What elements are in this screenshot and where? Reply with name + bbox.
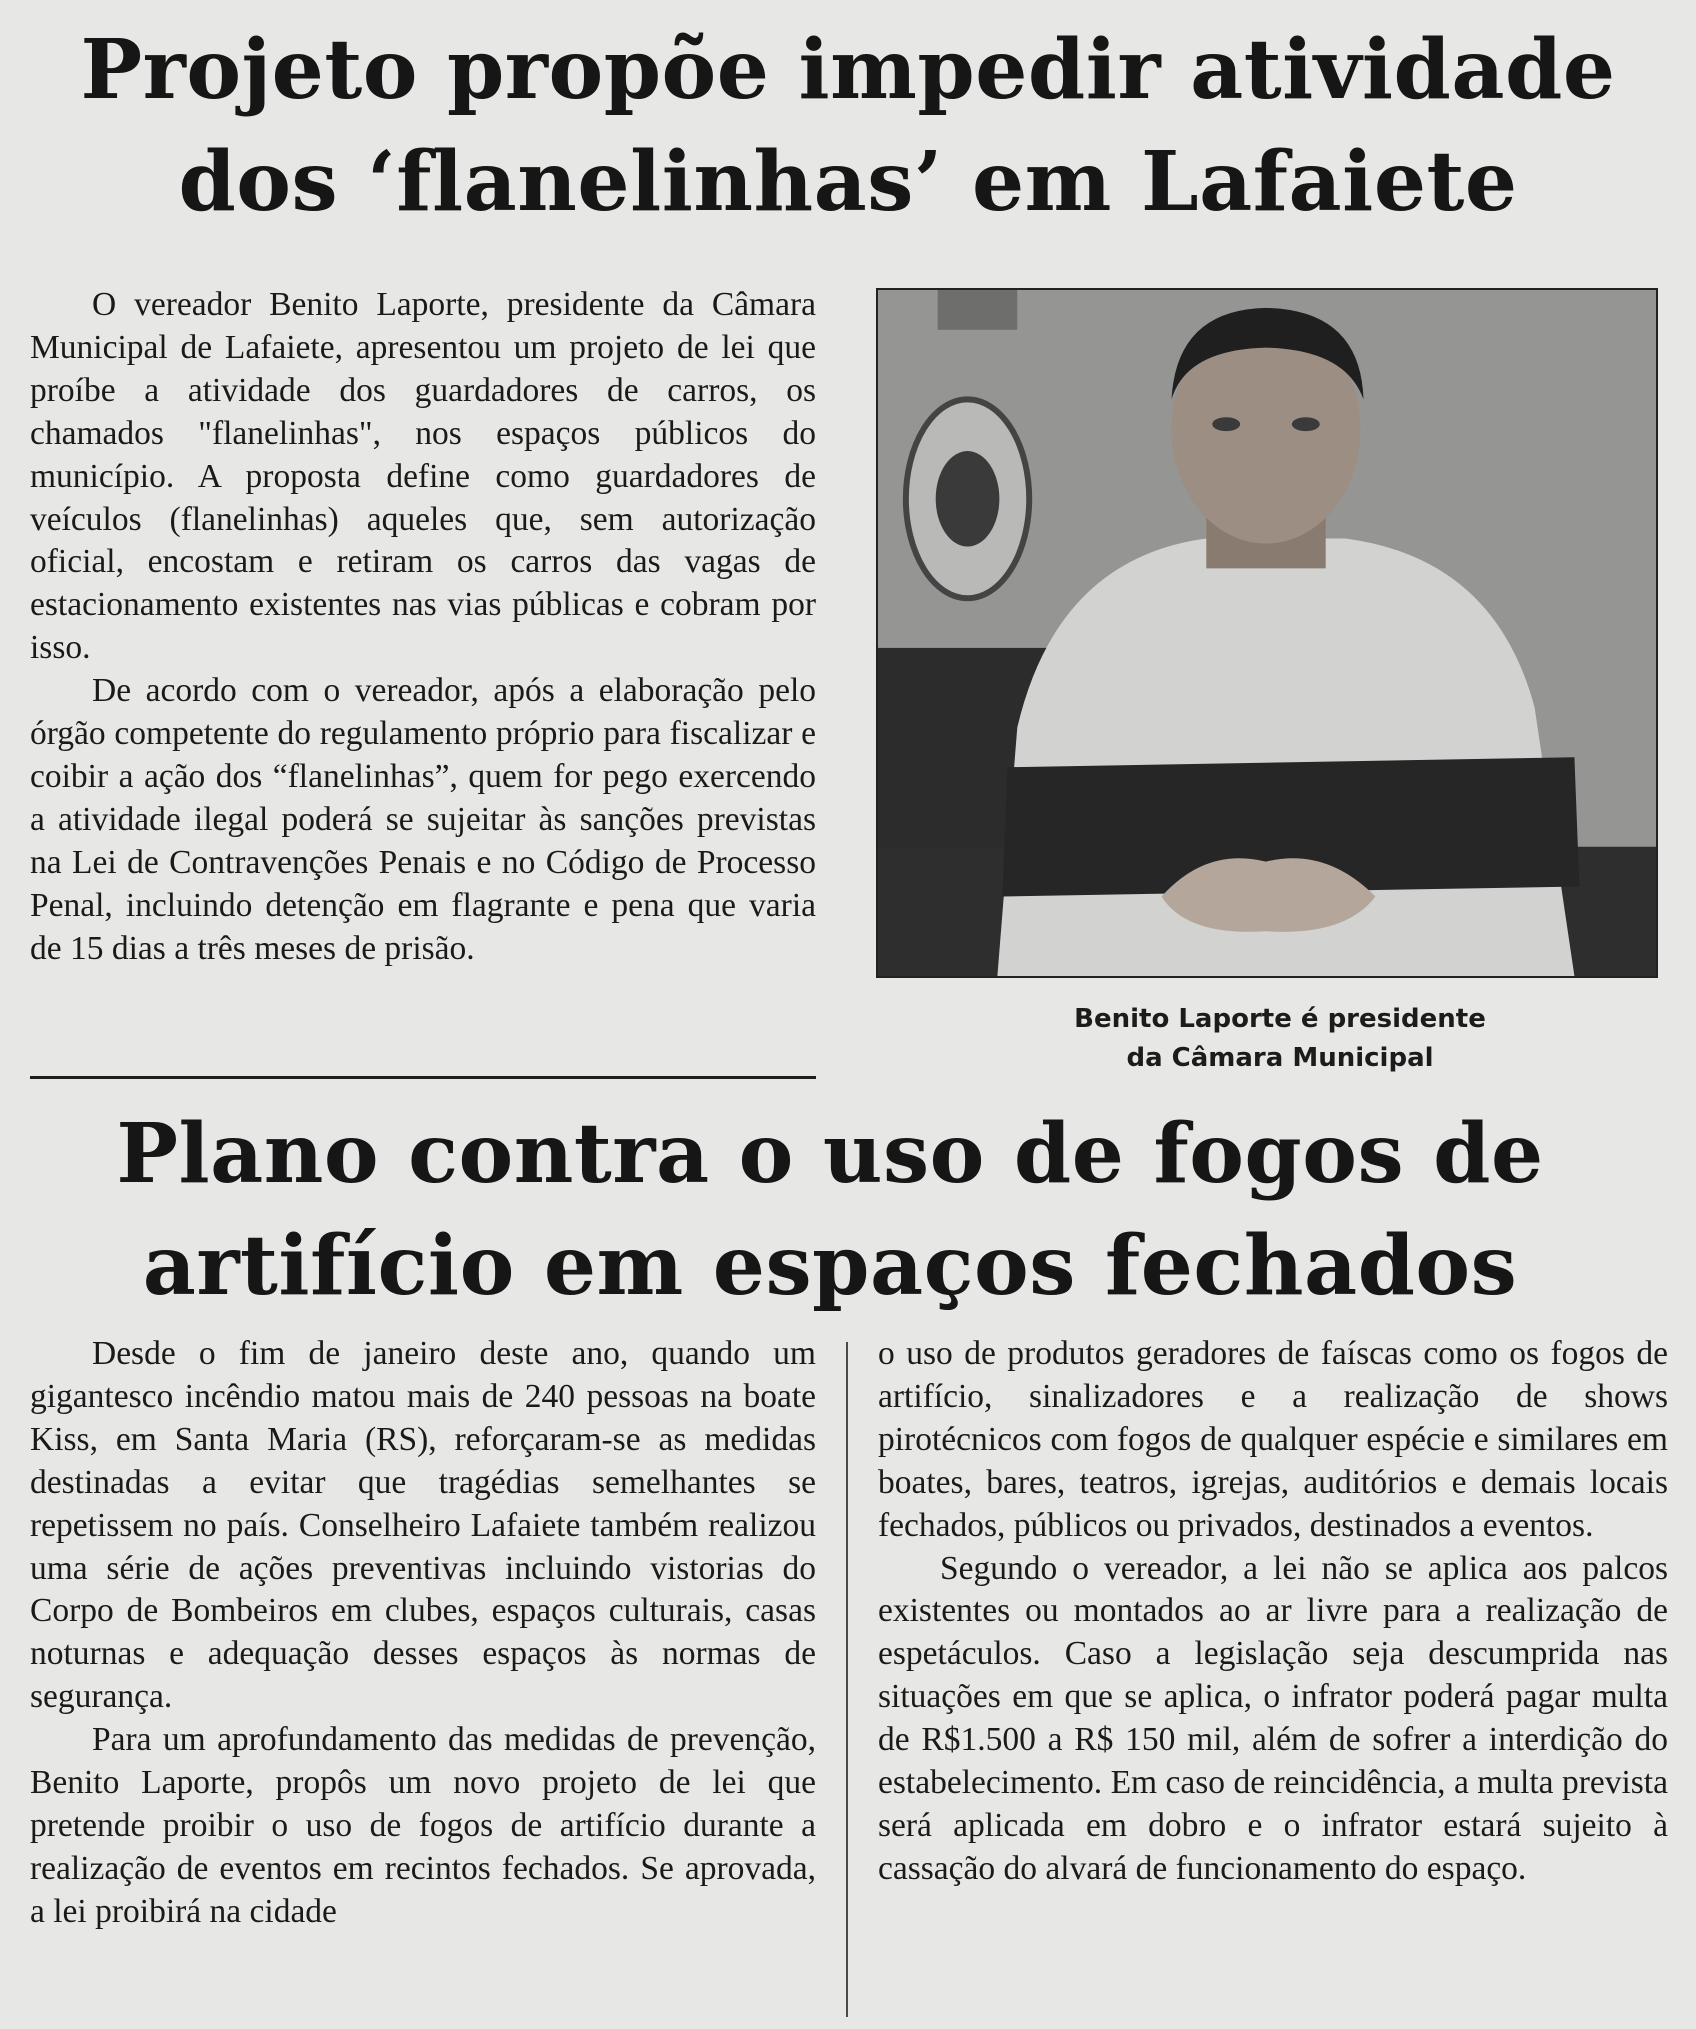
article2-column-1 bbox=[30, 1333, 816, 1934]
article1-headline-line-1: Projeto propõe impedir atividade bbox=[80, 22, 1616, 118]
article2-col1-paragraph-2: Para um aprofundamento das medidas de prevenção, Benito Laporte, propôs um novo projeto de lei que pretende proibir o uso de fogos de artifício durante a realização de eventos em recintos fechados. Se aprovada, a lei proibirá na cidade bbox=[30, 1721, 816, 1930]
article2-col1-paragraph-1: Desde o fim de janeiro deste ano, quando um gigantesco incêndio matou mais de 240 pessoas na boate Kiss, em Santa Maria (RS), reforçaram-se as medidas destinadas a evitar que tragédias semelhantes se repetissem no país. Conselheiro Lafaiete também realizou uma série de ações preventivas incluindo vistorias do Corpo de Bombeiros em clubes, espaços culturais, casas noturnas e adequação desses espaços às normas de segurança. bbox=[30, 1335, 816, 1716]
article1-paragraph-2: De acordo com o vereador, após a elaboração pelo órgão competente do regulamento próprio para fiscalizar e coibir a ação dos “flanelinhas”, quem for pego exercendo a atividade ilegal poderá se sujeitar às sanções previstas na Lei de Contravenções Penais e no Código de Processo Penal, incluindo detenção em flagrante e pena que varia de 15 dias a três meses de prisão. bbox=[30, 672, 816, 967]
photo-caption bbox=[940, 1000, 1620, 1078]
article-divider bbox=[30, 1076, 816, 1079]
article1-body bbox=[30, 284, 816, 971]
article1-headline-line-2: dos ‘flanelinhas’ em Lafaiete bbox=[178, 134, 1518, 230]
article2-headline bbox=[80, 1098, 1580, 1322]
photo-caption-line-1: Benito Laporte é presidente bbox=[1074, 1004, 1486, 1034]
portrait-illustration bbox=[878, 290, 1656, 976]
article1-paragraph-1: O vereador Benito Laporte, presidente da Câmara Municipal de Lafaiete, apresentou um projeto de lei que proíbe a atividade dos guardadores de carros, os chamados "flanelinhas", nos espaços públicos do município. A proposta define como guardadores de veículos (flanelinhas) aqueles que, sem autorização oficial, encostam e retiram os carros das vagas de estacionamento existentes nas vias públicas e cobram por isso. bbox=[30, 286, 816, 667]
photo-caption-line-2: da Câmara Municipal bbox=[1126, 1043, 1434, 1073]
article2-col2-paragraph-1: Segundo o vereador, a lei não se aplica aos palcos existentes ou montados ao ar livre para a realização de espetáculos. Caso a legislação seja descumprida nas situações em que se aplica, o infrator poderá pagar multa de R$1.500 a R$ 150 mil, além de sofrer a interdição do estabelecimento. Em caso de reincidência, a multa prevista será aplicada em dobro e o infrator estará sujeito à cassação do alvará de funcionamento do espaço. bbox=[878, 1549, 1668, 1887]
article2-headline-line-1: Plano contra o uso de fogos de bbox=[116, 1106, 1544, 1202]
article2-headline-line-2: artifício em espaços fechados bbox=[142, 1218, 1518, 1314]
article2-column-2 bbox=[878, 1333, 1668, 1891]
article1-headline bbox=[20, 14, 1676, 238]
column-divider bbox=[846, 1342, 848, 2017]
benito-laporte-photo bbox=[876, 288, 1658, 978]
article2-col2-continuation: o uso de produtos geradores de faíscas como os fogos de artifício, sinalizadores e a realização de shows pirotécnicos com fogos de qualquer espécie e similares em boates, bares, teatros, igrejas, auditórios e demais locais fechados, públicos ou privados, destinados a eventos. bbox=[878, 1335, 1668, 1544]
